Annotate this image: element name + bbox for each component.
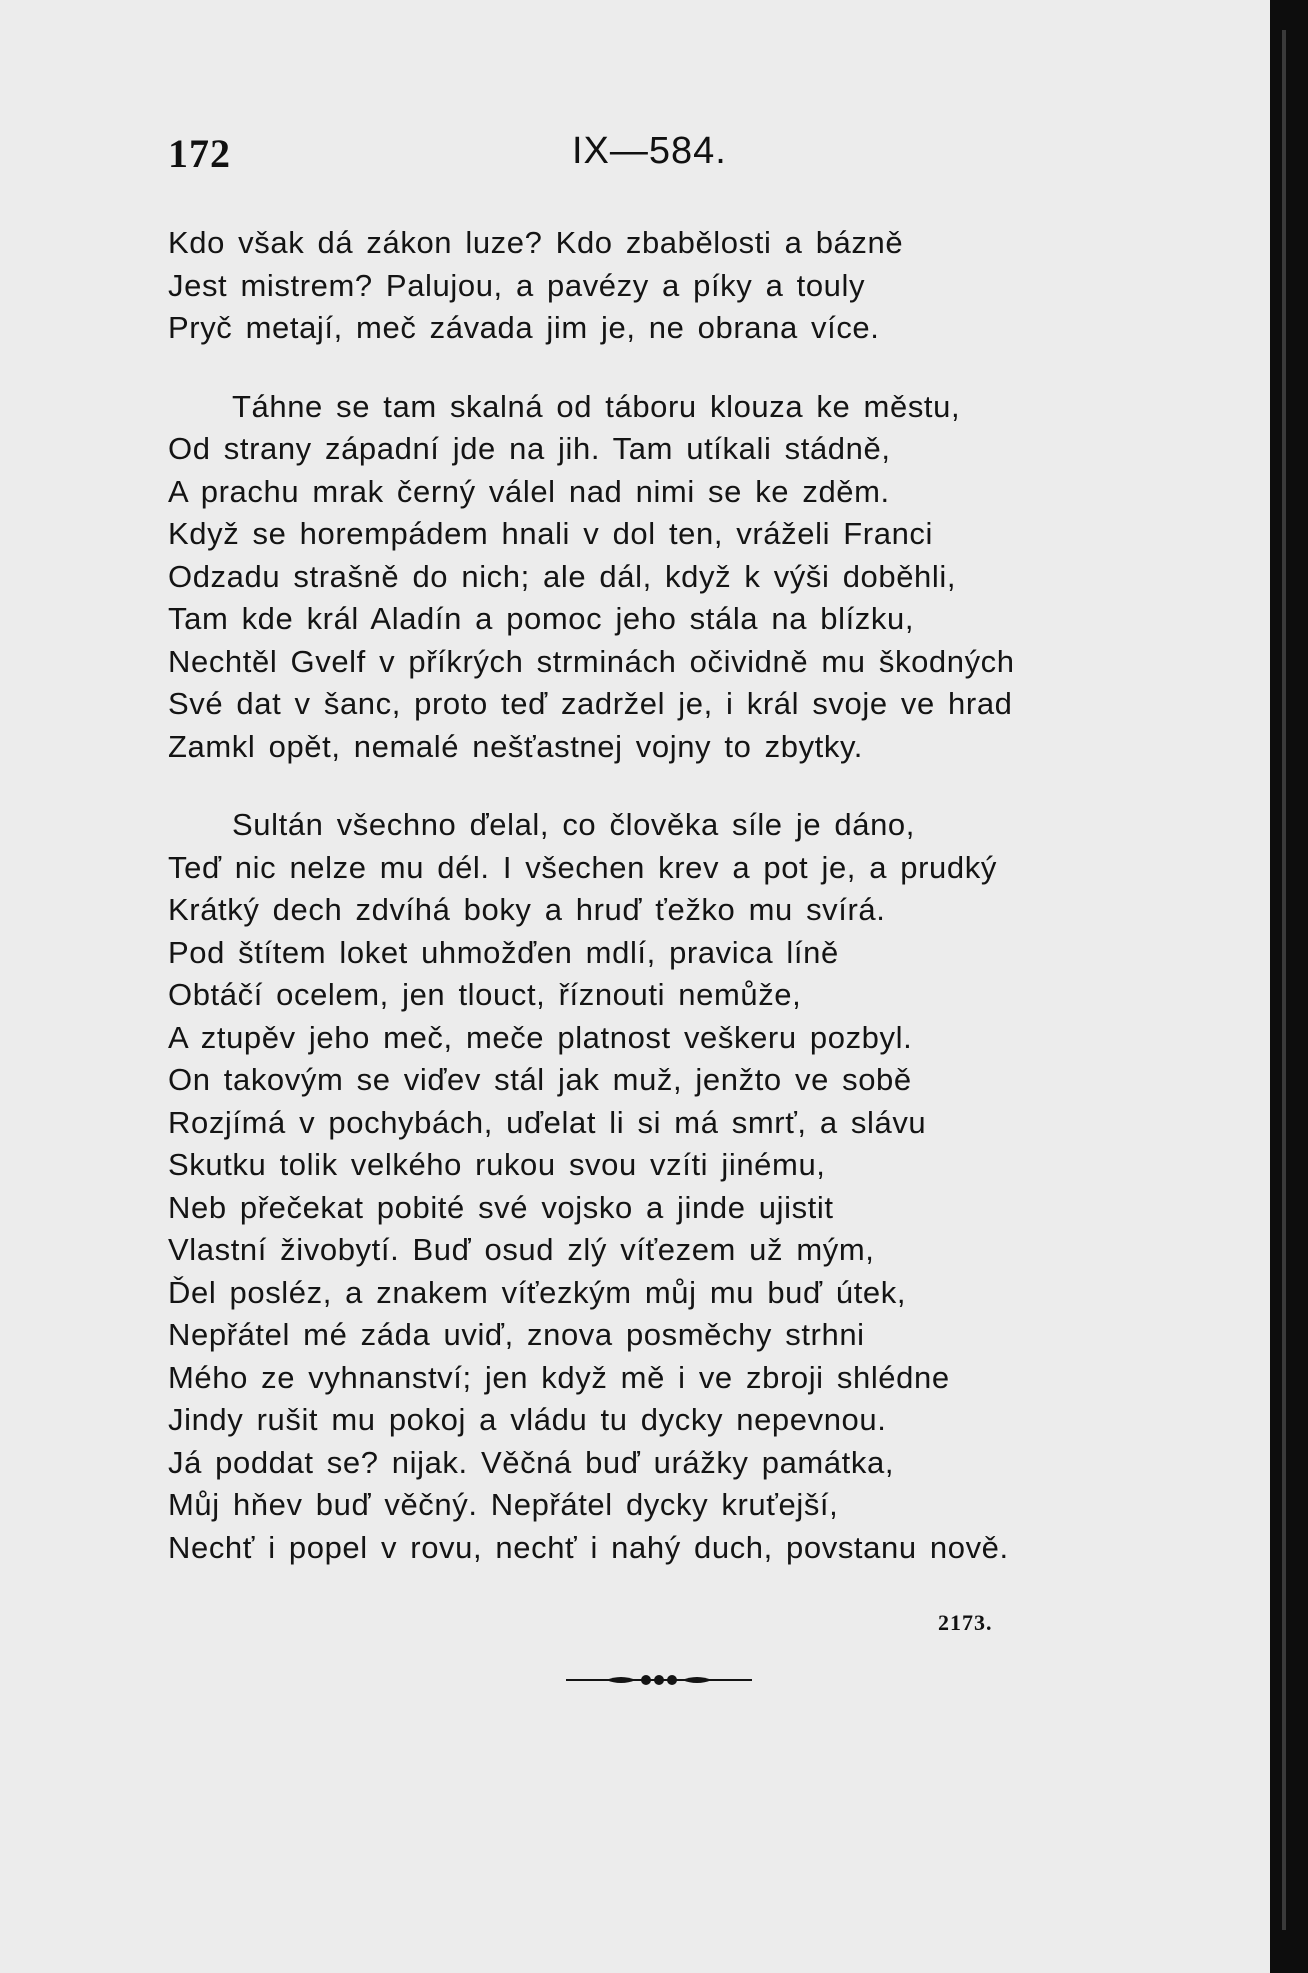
verse-line: Neb přečekat pobité své vojsko a jinde ujistit (168, 1189, 834, 1225)
verse-line: Odzadu strašně do nich; ale dál, když k výši doběhli, (168, 558, 957, 594)
stanza (168, 222, 1148, 350)
verse-line: Obtáčí ocelem, jen tlouct, říznouti nemůže, (168, 977, 802, 1012)
line-count: 2173. (938, 1610, 993, 1635)
stanza (168, 804, 1148, 1569)
verse-line: Ďel posléz, a znakem víťezkým můj mu buď útek, (168, 1274, 907, 1310)
verse-line: Já poddat se? nijak. Věčná buď urážky památka, (168, 1444, 895, 1480)
page-edge-scan-border (1270, 0, 1308, 1973)
verse-line: Jest mistrem? Palujou, a pavézy a píky a touly (168, 267, 866, 303)
verse-line: A prachu mrak černý válel nad nimi se ke zděm. (168, 473, 890, 509)
verse-line: Rozjímá v pochybách, uďelat li si má smrť, a slávu (168, 1104, 927, 1140)
verse-line: Skutku tolik velkého rukou svou vzíti jinému, (168, 1147, 826, 1182)
stanza (168, 386, 1148, 769)
verse-line: Nechť i popel v rovu, nechť i nahý duch, povstanu nově. (168, 1529, 1009, 1565)
verse-line: Zamkl opět, nemalé nešťastnej vojny to zbytky. (168, 728, 864, 764)
page-number: 172 (168, 131, 231, 176)
verse-line: Nepřátel mé záda uviď, znova posměchy strhni (168, 1317, 865, 1352)
verse-line: Své dat v šanc, proto teď zadržel je, i král svoje ve hrad (168, 686, 1013, 721)
page-header (168, 130, 1068, 190)
verse-line: Sultán všechno ďelal, co člověka síle je dáno, (232, 807, 915, 842)
verse-line: Jindy rušit mu pokoj a vládu tu dycky nepevnou. (168, 1402, 887, 1437)
verse-line: Vlastní živobytí. Buď osud zlý víťezem už mým, (168, 1232, 875, 1267)
verse-line: Kdo však dá zákon luze? Kdo zbabělosti a bázně (168, 225, 904, 260)
verse-line: Táhne se tam skalná od táboru klouza ke městu, (232, 388, 961, 424)
poem-text (168, 222, 1148, 1569)
binding-shadow (1282, 30, 1286, 1930)
printer-signature: IX—584. (572, 130, 727, 172)
verse-line: Teď nic nelze mu dél. I všechen krev a pot je, a prudký (168, 849, 997, 885)
verse-line: Pryč metají, meč závada jim je, ne obrana více. (168, 310, 880, 345)
verse-line: A ztupěv jeho meč, meče platnost veškeru pozbyl. (168, 1019, 913, 1055)
verse-line: Tam kde král Aladín a pomoc jeho stála na blízku, (168, 601, 915, 636)
verse-line: Krátký dech zdvíhá boky a hruď ťežko mu svírá. (168, 892, 886, 927)
verse-line: Pod štítem loket uhmožďen mdlí, pravica líně (168, 934, 839, 970)
verse-line: Můj hňev buď věčný. Nepřátel dycky kruťejší, (168, 1487, 839, 1522)
verse-line: Nechtěl Gvelf v příkrých strminách očividně mu škodných (168, 643, 1015, 679)
verse-line: Od strany západní jde na jih. Tam utíkali stádně, (168, 431, 891, 466)
horizontal-rule-ornament-icon (566, 1672, 752, 1688)
verse-line: Mého ze vyhnanství; jen když mě i ve zbroji shlédne (168, 1359, 950, 1395)
verse-line: Když se horempádem hnali v dol ten, vráželi Franci (168, 516, 933, 551)
verse-line: On takovým se viďev stál jak muž, jenžto ve sobě (168, 1062, 912, 1097)
